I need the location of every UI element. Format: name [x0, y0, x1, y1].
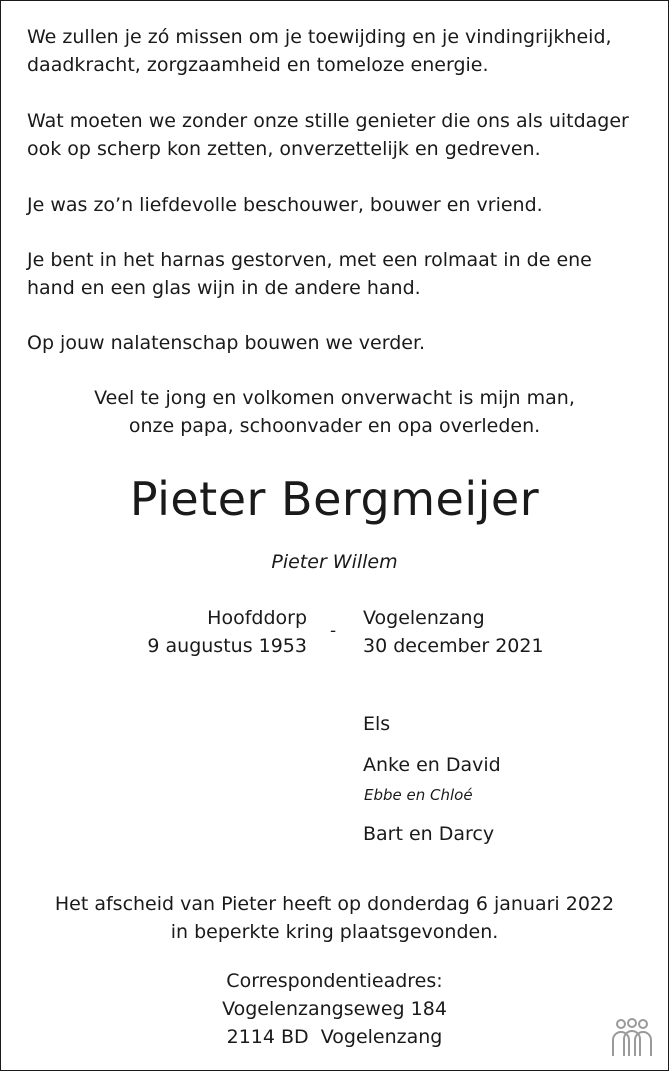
paragraph-4-line-1: Je bent in het harnas gestorven, met een rolmaat in de ene — [27, 249, 592, 271]
correspondence-street: Vogelenzangseweg 184 — [222, 998, 447, 1020]
farewell-line-1: Het afscheid van Pieter heeft op donderdag 6 januari 2022 — [54, 893, 615, 915]
birth-info — [61, 604, 307, 660]
farewell-line-2: in beperkte kring plaatsgevonden. — [170, 921, 499, 943]
family-grandchildren-1: Ebbe en Chloé — [364, 786, 473, 804]
family-child-1: Anke en David — [363, 754, 501, 776]
correspondence-address — [1, 967, 668, 1051]
paragraph-5 — [27, 329, 647, 357]
paragraph-1-line-2: daadkracht, zorgzaamheid en tomeloze energie. — [27, 54, 489, 76]
farewell-notice — [1, 890, 668, 946]
paragraph-2 — [27, 107, 647, 163]
correspondence-label: Correspondentieadres: — [226, 970, 443, 992]
people-group-icon — [609, 1018, 655, 1058]
death-announcement — [1, 384, 668, 440]
birth-date: 9 augustus 1953 — [147, 635, 307, 657]
family-spouse: Els — [363, 713, 391, 735]
death-announcement-line-1: Veel te jong en volkomen onverwacht is mijn man, — [94, 387, 575, 409]
family-child-2: Bart en Darcy — [363, 823, 495, 845]
death-date: 30 december 2021 — [363, 635, 544, 657]
given-name: Pieter Willem — [271, 551, 398, 573]
deceased-name: Pieter Bergmeijer — [129, 472, 540, 526]
paragraph-1-line-1: We zullen je zó missen om je toewijding en je vindingrijkheid, — [27, 26, 612, 48]
paragraph-2-line-1: Wat moeten we zonder onze stille genieter die ons als uitdager — [27, 110, 629, 132]
death-info — [363, 604, 544, 660]
paragraph-3-line-1: Je was zo’n liefdevolle beschouwer, bouwer en vriend. — [27, 194, 543, 216]
death-announcement-line-2: onze papa, schoonvader en opa overleden. — [128, 415, 541, 437]
birth-place: Hoofddorp — [207, 607, 307, 629]
correspondence-city: 2114 BD Vogelenzang — [226, 1026, 443, 1048]
paragraph-2-line-2: ook op scherp kon zetten, onverzettelijk en gedreven. — [27, 138, 541, 160]
paragraph-5-line-1: Op jouw nalatenschap bouwen we verder. — [27, 332, 426, 354]
paragraph-4-line-2: hand en een glas wijn in de andere hand. — [27, 277, 421, 299]
date-dash: - — [330, 621, 337, 641]
death-place: Vogelenzang — [363, 607, 485, 629]
paragraph-1 — [27, 23, 647, 79]
paragraph-4 — [27, 246, 647, 302]
paragraph-3 — [27, 191, 647, 219]
